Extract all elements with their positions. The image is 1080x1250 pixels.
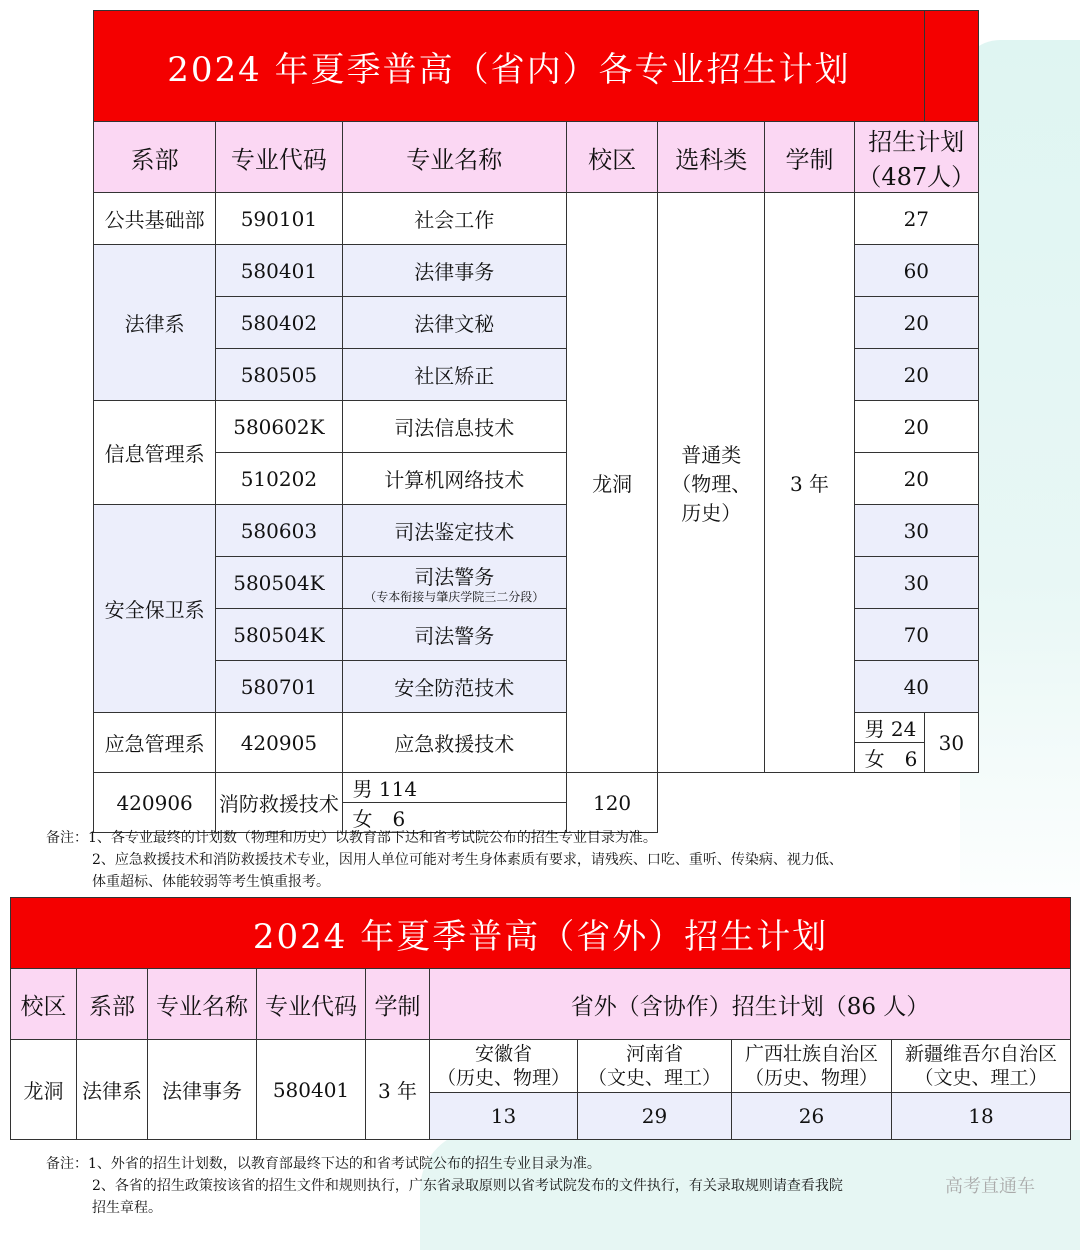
plan-cell: 30 — [854, 557, 978, 609]
code-cell: 590101 — [216, 193, 342, 245]
code-cell: 580504K — [216, 609, 342, 661]
name-subnote: （专本衔接与肇庆学院三二分段） — [364, 590, 545, 604]
province-cell — [892, 1040, 1071, 1093]
duration-cell: 3 年 — [765, 193, 854, 773]
header-code: 专业代码 — [257, 969, 366, 1040]
code-cell: 580402 — [216, 297, 342, 349]
female-count: 女 6 — [342, 803, 566, 833]
note-line: 体重超标、体能较弱等考生慎重报考。 — [92, 874, 330, 890]
code-cell: 580603 — [216, 505, 342, 557]
code-cell: 580602K — [216, 401, 342, 453]
code-cell: 580401 — [257, 1040, 366, 1140]
subject-cell — [658, 193, 765, 773]
code-cell: 510202 — [216, 453, 342, 505]
header-plan-line2: （487人） — [857, 163, 976, 191]
plan-cell: 20 — [854, 453, 978, 505]
duration-cell: 3 年 — [366, 1040, 430, 1140]
province-name: 广西壮族自治区 — [744, 1043, 878, 1065]
plan-cell: 40 — [854, 661, 978, 713]
province-count: 29 — [578, 1093, 732, 1140]
note-line: 备注：1、外省的招生计划数，以教育部最终下达的和省考试院公布的招生专业目录为准。 — [46, 1156, 601, 1172]
name-cell: 社区矫正 — [342, 349, 566, 401]
dept-cell: 法律系 — [94, 245, 216, 401]
name-cell: 法律文秘 — [342, 297, 566, 349]
province-count: 13 — [430, 1093, 578, 1140]
province-name: 河南省 — [625, 1043, 683, 1065]
note-line: 2、各省的招生政策按该省的招生文件和规则执行，广东省录取原则以省考试院发布的文件执行，有关录取规则请查看我院 — [92, 1178, 843, 1194]
dept-cell: 信息管理系 — [94, 401, 216, 505]
code-cell: 420906 — [94, 773, 216, 833]
header-plan — [854, 122, 978, 193]
female-count: 女 6 — [854, 743, 924, 773]
campus-cell: 龙洞 — [566, 193, 657, 773]
dept-cell: 公共基础部 — [94, 193, 216, 245]
header-campus: 校区 — [11, 969, 77, 1040]
table-row — [11, 1040, 1071, 1093]
province-name: 新疆维吾尔自治区 — [905, 1043, 1058, 1065]
note-line: 备注：1、各专业最终的计划数（物理和历史）以教育部下达和省考试院公布的招生专业目录为准。 — [46, 830, 657, 846]
notes-domestic — [46, 827, 1006, 893]
table1-header-row — [94, 122, 979, 193]
province-subjects: （历史、物理） — [744, 1067, 878, 1089]
code-cell: 580401 — [216, 245, 342, 297]
table2-title: 2024 年夏季普高（省外）招生计划 — [11, 898, 1071, 969]
name-text: 司法警务 — [414, 565, 495, 589]
name-cell: 应急救援技术 — [342, 713, 566, 773]
subject-line3: 历史） — [681, 501, 742, 525]
plan-cell: 60 — [854, 245, 978, 297]
dept-cell: 安全保卫系 — [94, 505, 216, 713]
code-cell: 420905 — [216, 713, 342, 773]
province-count: 26 — [732, 1093, 892, 1140]
header-duration: 学制 — [366, 969, 430, 1040]
header-code: 专业代码 — [216, 122, 342, 193]
male-count: 男 114 — [342, 773, 566, 803]
domestic-plan-table — [93, 10, 979, 833]
table2-header-row — [11, 969, 1071, 1040]
note-line: 2、应急救援技术和消防救援技术专业，因用人单位可能对考生身体素质有要求，请残疾、口吃、重听、传染病、视力低、 — [92, 852, 843, 868]
header-campus: 校区 — [566, 122, 657, 193]
table1-title: 2024 年夏季普高（省内）各专业招生计划 — [94, 11, 925, 122]
header-duration: 学制 — [765, 122, 854, 193]
code-cell: 580701 — [216, 661, 342, 713]
plan-cell: 30 — [924, 713, 978, 773]
header-dept: 系部 — [94, 122, 216, 193]
header-name: 专业名称 — [342, 122, 566, 193]
plan-cell: 30 — [854, 505, 978, 557]
out-of-province-plan-table — [10, 897, 1071, 1140]
header-plan: 省外（含协作）招生计划（86 人） — [430, 969, 1071, 1040]
plan-cell: 20 — [854, 349, 978, 401]
table-row — [94, 773, 979, 803]
name-cell: 社会工作 — [342, 193, 566, 245]
dept-cell: 应急管理系 — [94, 713, 216, 773]
code-cell: 580504K — [216, 557, 342, 609]
province-subjects: （文史、理工） — [914, 1067, 1048, 1089]
header-subject: 选科类 — [658, 122, 765, 193]
header-dept: 系部 — [77, 969, 148, 1040]
province-count: 18 — [892, 1093, 1071, 1140]
watermark: 高考直通车 — [945, 1176, 1035, 1197]
name-cell: 司法警务 — [342, 609, 566, 661]
note-line: 招生章程。 — [92, 1200, 162, 1216]
province-cell — [578, 1040, 732, 1093]
table-row — [94, 193, 979, 245]
name-cell: 法律事务 — [148, 1040, 257, 1140]
subject-line1: 普通类 — [681, 443, 742, 467]
name-cell: 消防救援技术 — [216, 773, 342, 833]
province-subjects: （历史、物理） — [436, 1067, 570, 1089]
name-cell: 司法鉴定技术 — [342, 505, 566, 557]
header-plan-line1: 招生计划 — [868, 128, 965, 156]
name-cell: 法律事务 — [342, 245, 566, 297]
campus-cell: 龙洞 — [11, 1040, 77, 1140]
notes-out-of-province — [46, 1153, 1006, 1219]
name-cell — [342, 557, 566, 609]
dept-cell: 法律系 — [77, 1040, 148, 1140]
subject-line2: （物理、 — [671, 472, 752, 496]
table1-title-spacer — [924, 11, 978, 122]
male-count: 男 24 — [854, 713, 924, 743]
plan-cell: 27 — [854, 193, 978, 245]
name-cell: 司法信息技术 — [342, 401, 566, 453]
province-subjects: （文史、理工） — [587, 1067, 721, 1089]
plan-cell: 70 — [854, 609, 978, 661]
name-cell: 安全防范技术 — [342, 661, 566, 713]
plan-cell: 20 — [854, 401, 978, 453]
name-cell: 计算机网络技术 — [342, 453, 566, 505]
plan-cell: 120 — [566, 773, 657, 833]
province-name: 安徽省 — [474, 1043, 532, 1065]
province-cell — [732, 1040, 892, 1093]
header-name: 专业名称 — [148, 969, 257, 1040]
code-cell: 580505 — [216, 349, 342, 401]
province-cell — [430, 1040, 578, 1093]
plan-cell: 20 — [854, 297, 978, 349]
